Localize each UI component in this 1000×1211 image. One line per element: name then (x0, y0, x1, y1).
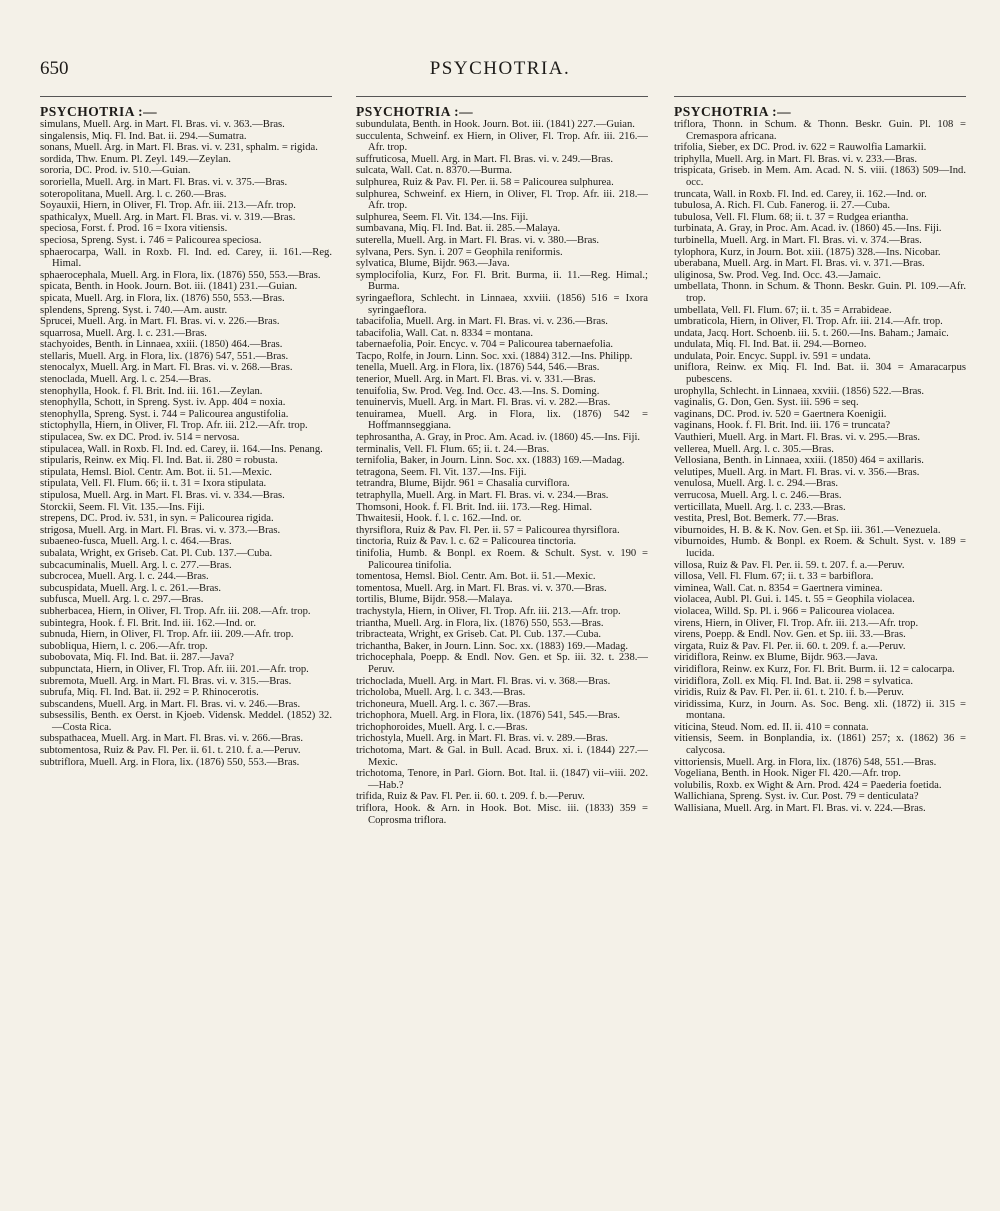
index-entry: Vauthieri, Muell. Arg. in Mart. Fl. Bras. vi. v. 295.—Bras. (674, 432, 920, 444)
index-entry: tomentosa, Muell. Arg. in Mart. Fl. Bras. vi. v. 370.—Bras. (356, 582, 607, 594)
column-2 (356, 96, 648, 1201)
index-entry: sororiella, Muell. Arg. in Mart. Fl. Bras. vi. v. 375.—Bras. (40, 176, 288, 188)
index-entry: subobovata, Miq. Fl. Ind. Bat. ii. 287.—Java? (40, 652, 234, 664)
index-entry: violacea, Aubl. Pl. Gui. i. 145. t. 55 = Geophila violacea. (674, 594, 915, 606)
index-columns (40, 96, 970, 1200)
index-entry: tenerior, Muell. Arg. in Mart. Fl. Bras. vi. v. 331.—Bras. (356, 374, 596, 386)
index-entry: subintegra, Hook. f. Fl. Brit. Ind. iii. 162.—Ind. or. (40, 617, 256, 629)
index-entry: verticillata, Muell. Arg. l. c. 233.—Bras. (674, 501, 846, 513)
index-entry: sulphurea, Seem. Fl. Vit. 134.—Ins. Fiji. (356, 211, 529, 223)
index-entry: Sprucei, Muell. Arg. in Mart. Fl. Bras. vi. v. 226.—Bras. (40, 316, 280, 328)
column-3 (674, 96, 966, 1201)
index-entry: sulcata, Wall. Cat. n. 8370.—Burma. (356, 165, 513, 177)
index-entry: vestita, Presl, Bot. Bemerk. 77.—Bras. (674, 513, 839, 525)
index-entry: villosa, Vell. Fl. Flum. 67; ii. t. 33 = barbiflora. (674, 571, 874, 583)
index-entry: symplocifolia, Kurz, For. Fl. Brit. Burma, ii. 11.—Reg. Himal.; Burma. (356, 269, 648, 293)
index-entry: tetrandra, Blume, Bijdr. 961 = Chasalia curviflora. (356, 478, 570, 490)
index-entry: stachyoides, Benth. in Linnaea, xxiii. (1850) 464.—Bras. (40, 339, 283, 351)
index-entry: viridiflora, Reinw. ex Kurz, For. Fl. Brit. Burm. ii. 12 = calocarpa. (674, 663, 955, 675)
index-entry: tylophora, Kurz, in Journ. Bot. xiii. (1875) 328.—Ins. Nicobar. (674, 246, 941, 258)
index-entry: sulphurea, Schweinf. ex Hiern, in Oliver, Fl. Trop. Afr. iii. 218.—Afr. trop. (356, 188, 648, 212)
index-entry: subfusca, Muell. Arg. l. c. 297.—Bras. (40, 594, 204, 606)
index-entry: truncata, Wall. in Roxb. Fl. Ind. ed. Carey, ii. 162.—Ind. or. (674, 188, 927, 200)
index-entry: ternifolia, Baker, in Journ. Linn. Soc. xx. (1883) 169.—Madag. (356, 455, 625, 467)
index-entry: viticina, Steud. Nom. ed. II. ii. 410 = connata. (674, 721, 869, 733)
index-entry: tinctoria, Ruiz & Pav. l. c. 62 = Palicourea tinctoria. (356, 536, 577, 548)
index-entry: tetraphylla, Muell. Arg. in Mart. Fl. Bras. vi. v. 234.—Bras. (356, 490, 609, 501)
index-entry: Vellosiana, Benth. in Linnaea, xxiii. (1850) 464 = axillaris. (674, 455, 924, 467)
index-entry: tortilis, Blume, Bijdr. 958.—Malaya. (356, 594, 513, 606)
index-entry: tinifolia, Humb. & Bonpl. ex Roem. & Schult. Syst. v. 190 = Palicourea tinifolia. (356, 547, 648, 571)
index-entry: tenuifolia, Sw. Prod. Veg. Ind. Occ. 43.—Ins. S. Doming. (356, 385, 600, 397)
index-entry: spicata, Muell. Arg. in Flora, lix. (1876) 550, 553.—Bras. (40, 292, 285, 304)
index-entry: tephrosantha, A. Gray, in Proc. Am. Acad. iv. (1860) 45.—Ins. Fiji. (356, 432, 641, 444)
index-entry: Wallisiana, Muell. Arg. in Mart. Fl. Bras. vi. v. 224.—Bras. (674, 803, 926, 815)
index-entry: sonans, Muell. Arg. in Mart. Fl. Bras. vi. v. 231, sphalm. = rigida. (40, 142, 318, 154)
index-entry: trifida, Ruiz & Pav. Fl. Per. ii. 60. t. 209. f. b.—Peruv. (356, 791, 585, 803)
index-entry: tribracteata, Wright, ex Griseb. Cat. Pl. Cub. 137.—Cuba. (356, 629, 602, 641)
index-entry: urophylla, Schlecht. in Linnaea, xxviii. (1856) 522.—Bras. (674, 385, 925, 397)
index-entry: stellaris, Muell. Arg. in Flora, lix. (1876) 547, 551.—Bras. (40, 350, 289, 362)
column-heading: PSYCHOTRIA :— (40, 104, 158, 119)
index-entry: tetragona, Seem. Fl. Vit. 137.—Ins. Fiji. (356, 466, 527, 478)
index-entry: stipulata, Hemsl. Biol. Centr. Am. Bot. ii. 51.—Mexic. (40, 466, 272, 478)
index-entry: speciosa, Forst. f. Prod. 16 = Ixora vitiensis. (40, 223, 228, 235)
index-entry: Vogeliana, Benth. in Hook. Niger Fl. 420.—Afr. trop. (674, 768, 901, 780)
index-entry: stenophylla, Schott, in Spreng. Syst. iv. App. 404 = noxia. (40, 397, 286, 409)
index-entry: vitiensis, Seem. in Bonplandia, ix. (1861) 257; x. (1862) 36 = calycosa. (674, 733, 966, 757)
index-entry: viburnoides, Humb. & Bonpl. ex Roem. & Schult. Syst. v. 189 = lucida. (674, 536, 966, 559)
index-entry: subspathacea, Muell. Arg. in Mart. Fl. Bras. vi. v. 266.—Bras. (40, 733, 304, 745)
index-entry: viridiflora, Zoll. ex Miq. Fl. Ind. Bat. ii. 298 = sylvatica. (674, 675, 914, 687)
index-entry: subcuspidata, Muell. Arg. l. c. 261.—Bras. (40, 582, 222, 594)
index-entry: viridissima, Kurz, in Journ. As. Soc. Beng. xli. (1872) ii. 315 = montana. (674, 698, 966, 722)
index-entry: umbraticola, Hiern, in Oliver, Fl. Trop. Afr. iii. 214.—Afr. trop. (674, 316, 943, 328)
index-entry: uberabana, Muell. Arg. in Mart. Fl. Bras. vi. v. 371.—Bras. (674, 258, 925, 270)
index-entry: Storckii, Seem. Fl. Vit. 135.—Ins. Fiji. (40, 501, 205, 513)
index-entry: strepens, DC. Prod. iv. 531, in syn. = Palicourea rigida. (40, 513, 274, 525)
index-entry: strigosa, Muell. Arg. in Mart. Fl. Bras. vi. v. 373.—Bras. (40, 524, 281, 536)
index-entry: subtriflora, Muell. Arg. in Flora, lix. (1876) 550, 553.—Bras. (40, 756, 300, 768)
index-entry: tenuiramea, Muell. Arg. in Flora, lix. (1876) 542 = Hoffmannseggiana. (356, 408, 648, 432)
index-entry: sulphurea, Ruiz & Pav. Fl. Per. ii. 58 = Palicourea sulphurea. (356, 176, 614, 188)
index-entry: vaginalis, G. Don, Gen. Syst. iii. 596 = seq. (674, 397, 859, 409)
index-entry: trispicata, Griseb. in Mem. Am. Acad. N. S. viii. (1863) 509—Ind. occ. (674, 165, 966, 188)
index-entry: trichantha, Baker, in Journ. Linn. Soc. xx. (1883) 169.—Madag. (356, 640, 629, 652)
index-entry: subalata, Wright, ex Griseb. Cat. Pl. Cub. 137.—Cuba. (40, 547, 273, 559)
entry-list (40, 119, 332, 768)
index-entry: uliginosa, Sw. Prod. Veg. Ind. Occ. 43.—Jamaic. (674, 269, 881, 281)
entry-list (356, 119, 648, 826)
index-entry: subaeneo-fusca, Muell. Arg. l. c. 464.—Bras. (40, 536, 232, 548)
index-entry: splendens, Spreng. Syst. i. 740.—Am. austr. (40, 304, 228, 316)
index-entry: tubulosa, A. Rich. Fl. Cub. Fanerog. ii. 27.—Cuba. (674, 200, 890, 212)
index-entry: terminalis, Vell. Fl. Flum. 65; ii. t. 24.—Bras. (356, 443, 550, 455)
index-entry: undata, Jacq. Hort. Schoenb. iii. 5. t. 260.—Ins. Baham.; Jamaic. (674, 327, 949, 339)
index-entry: subobliqua, Hiern, l. c. 206.—Afr. trop. (40, 640, 208, 652)
index-entry: trifolia, Sieber, ex DC. Prod. iv. 622 = Rauwolfia Lamarkii. (674, 142, 927, 154)
index-entry: tomentosa, Hemsl. Biol. Centr. Am. Bot. ii. 51.—Mexic. (356, 571, 596, 583)
index-entry: suffruticosa, Muell. Arg. in Mart. Fl. Bras. vi. v. 249.—Bras. (356, 153, 613, 165)
index-entry: uniflora, Reinw. ex Miq. Fl. Ind. Bat. ii. 304 = Amaracarpus pubescens. (674, 362, 966, 386)
index-entry: trachystyla, Hiern, in Oliver, Fl. Trop. Afr. iii. 213.—Afr. trop. (356, 605, 621, 617)
index-entry: spathicalyx, Muell. Arg. in Mart. Fl. Bras. vi. v. 319.—Bras. (40, 211, 296, 223)
index-entry: soteropolitana, Muell. Arg. l. c. 260.—Bras. (40, 188, 227, 200)
index-entry: thyrsiflora, Ruiz & Pav. Fl. Per. ii. 57 = Palicourea thyrsiflora. (356, 524, 620, 536)
running-head: PSYCHOTRIA. (429, 58, 571, 79)
index-entry: suterella, Muell. Arg. in Mart. Fl. Bras. vi. v. 380.—Bras. (356, 234, 600, 246)
index-entry: tenuinervis, Muell. Arg. in Mart. Fl. Bras. vi. v. 282.—Bras. (356, 397, 611, 409)
index-entry: Thomsoni, Hook. f. Fl. Brit. Ind. iii. 173.—Reg. Himal. (356, 501, 593, 513)
index-entry: sordida, Thw. Enum. Pl. Zeyl. 149.—Zeylan. (40, 153, 231, 165)
index-entry: tabacifolia, Wall. Cat. n. 8334 = montana. (356, 327, 534, 339)
index-entry: subundulata, Benth. in Hook. Journ. Bot. iii. (1841) 227.—Guian. (356, 119, 635, 130)
index-entry: viridis, Ruiz & Pav. Fl. Per. ii. 61. t. 210. f. b.—Peruv. (674, 687, 904, 699)
index-entry: singalensis, Miq. Fl. Ind. Bat. ii. 294.—Sumatra. (40, 130, 247, 142)
index-entry: vittoriensis, Muell. Arg. in Flora, lix. (1876) 548, 551.—Bras. (674, 756, 937, 768)
index-entry: stenocalyx, Muell. Arg. in Mart. Fl. Bras. vi. v. 268.—Bras. (40, 362, 293, 374)
index-entry: vaginans, Hook. f. Fl. Brit. Ind. iii. 176 = truncata? (674, 420, 891, 432)
index-entry: sumbavana, Miq. Fl. Ind. Bat. ii. 285.—Malaya. (356, 223, 561, 235)
index-entry: subcacuminalis, Muell. Arg. l. c. 277.—Bras. (40, 559, 232, 571)
index-entry: trichotoma, Tenore, in Parl. Giorn. Bot. Ital. ii. (1847) vii–viii. 202.—Hab.? (356, 768, 648, 791)
index-entry: stipulata, Vell. Fl. Flum. 66; ii. t. 31 = Ixora stipulata. (40, 478, 267, 490)
index-entry: sphaerocephala, Muell. Arg. in Flora, lix. (1876) 550, 553.—Bras. (40, 269, 321, 281)
index-entry: virens, Hiern, in Oliver, Fl. Trop. Afr. iii. 213.—Afr. trop. (674, 617, 919, 629)
index-entry: triantha, Muell. Arg. in Flora, lix. (1876) 550, 553.—Bras. (356, 617, 604, 629)
index-entry: triflora, Thonn. in Schum. & Thonn. Beskr. Guin. Pl. 108 = Cremaspora africana. (674, 119, 966, 142)
index-entry: virens, Poepp. & Endl. Nov. Gen. et Sp. iii. 33.—Bras. (674, 629, 906, 641)
index-entry: tabacifolia, Muell. Arg. in Mart. Fl. Bras. vi. v. 236.—Bras. (356, 316, 608, 328)
index-entry: trichophoroides, Muell. Arg. l. c.—Bras. (356, 721, 528, 733)
index-entry: stipulacea, Wall. in Roxb. Fl. Ind. ed. Carey, ii. 164.—Ins. Penang. (40, 443, 323, 455)
index-entry: subpunctata, Hiern, in Oliver, Fl. Trop. Afr. iii. 201.—Afr. trop. (40, 663, 309, 675)
index-entry: trichostyla, Muell. Arg. in Mart. Fl. Bras. vi. v. 289.—Bras. (356, 733, 608, 745)
index-entry: sylvatica, Blume, Bijdr. 963.—Java. (356, 258, 510, 270)
index-entry: turbinata, A. Gray, in Proc. Am. Acad. iv. (1860) 45.—Ins. Fiji. (674, 223, 942, 235)
index-entry: viminea, Wall. Cat. n. 8354 = Gaertnera viminea. (674, 582, 883, 594)
index-entry: violacea, Willd. Sp. Pl. i. 966 = Palicourea violacea. (674, 605, 895, 617)
index-entry: stenophylla, Spreng. Syst. i. 744 = Palicourea angustifolia. (40, 408, 289, 420)
index-entry: tricholoba, Muell. Arg. l. c. 343.—Bras. (356, 687, 526, 699)
index-entry: subscandens, Muell. Arg. in Mart. Fl. Bras. vi. v. 246.—Bras. (40, 698, 301, 710)
index-entry: stipularis, Reinw. ex Miq. Fl. Ind. Bat. ii. 280 = robusta. (40, 455, 278, 467)
index-entry: simulans, Muell. Arg. in Mart. Fl. Bras. vi. v. 363.—Bras. (40, 119, 285, 130)
index-entry: velutipes, Muell. Arg. in Mart. Fl. Bras. vi. v. 356.—Bras. (674, 466, 920, 478)
index-entry: viridiflora, Reinw. ex Blume, Bijdr. 963.—Java. (674, 652, 878, 664)
index-entry: subnuda, Hiern, in Oliver, Fl. Trop. Afr. iii. 209.—Afr. trop. (40, 629, 294, 641)
index-entry: sphaerocarpa, Wall. in Roxb. Fl. Ind. ed. Carey, ii. 161.—Reg. Himal. (40, 246, 332, 270)
column-1 (40, 96, 332, 1201)
index-entry: stipulosa, Muell. Arg. in Mart. Fl. Bras. vi. v. 334.—Bras. (40, 490, 285, 501)
index-entry: spicata, Benth. in Hook. Journ. Bot. iii. (1841) 231.—Guian. (40, 281, 298, 293)
index-entry: sororia, DC. Prod. iv. 510.—Guian. (40, 165, 191, 177)
index-entry: vaginans, DC. Prod. iv. 520 = Gaertnera Koenigii. (674, 408, 887, 420)
index-entry: undulata, Poir. Encyc. Suppl. iv. 591 = undata. (674, 350, 871, 362)
index-entry: triflora, Hook. & Arn. in Hook. Bot. Misc. iii. (1833) 359 = Coprosma triflora. (356, 803, 648, 826)
index-entry: subsessilis, Benth. ex Oerst. in Kjoeb. Vidensk. Meddel. (1852) 32.—Costa Rica. (40, 710, 332, 733)
index-entry: stipulacea, Sw. ex DC. Prod. iv. 514 = nervosa. (40, 432, 240, 444)
index-entry: undulata, Miq. Fl. Ind. Bat. ii. 294.—Borneo. (674, 339, 867, 351)
index-entry: viburnoides, H. B. & K. Nov. Gen. et Sp. iii. 361.—Venezuela. (674, 524, 941, 536)
index-entry: Thwaitesii, Hook. f. l. c. 162.—Ind. or. (356, 513, 522, 525)
index-entry: tabernaefolia, Poir. Encyc. v. 704 = Palicourea tabernaefolia. (356, 339, 614, 351)
index-entry: villosa, Ruiz & Pav. Fl. Per. ii. 59. t. 207. f. a.—Peruv. (674, 559, 905, 571)
index-entry: subcrocea, Muell. Arg. l. c. 244.—Bras. (40, 571, 209, 583)
column-heading: PSYCHOTRIA :— (674, 104, 792, 119)
index-entry: tubulosa, Vell. Fl. Flum. 68; ii. t. 37 = Rudgea eriantha. (674, 211, 909, 223)
index-entry: verrucosa, Muell. Arg. l. c. 246.—Bras. (674, 490, 842, 501)
index-entry: subtomentosa, Ruiz & Pav. Fl. Per. ii. 61. t. 210. f. a.—Peruv. (40, 745, 301, 757)
index-entry: subherbacea, Hiern, in Oliver, Fl. Trop. Afr. iii. 208.—Afr. trop. (40, 605, 311, 617)
index-entry: speciosa, Spreng. Syst. i. 746 = Palicourea speciosa. (40, 234, 262, 246)
index-entry: stenophylla, Hook. f. Fl. Brit. Ind. iii. 161.—Zeylan. (40, 385, 263, 397)
index-entry: triphylla, Muell. Arg. in Mart. Fl. Bras. vi. v. 233.—Bras. (674, 153, 918, 165)
index-entry: virgata, Ruiz & Pav. Fl. Per. ii. 60. t. 209. f. a.—Peruv. (674, 640, 906, 652)
entry-list (674, 119, 966, 815)
index-entry: Soyauxii, Hiern, in Oliver, Fl. Trop. Afr. iii. 213.—Afr. trop. (40, 200, 296, 212)
index-entry: volubilis, Roxb. ex Wight & Arn. Prod. 424 = Paederia foetida. (674, 779, 942, 791)
index-entry: trichophora, Muell. Arg. in Flora, lix. (1876) 541, 545.—Bras. (356, 710, 621, 722)
index-entry: sylvana, Pers. Syn. i. 207 = Geophila reniformis. (356, 246, 563, 258)
index-entry: tenella, Muell. Arg. in Flora, lix. (1876) 544, 546.—Bras. (356, 362, 600, 374)
index-entry: trichotoma, Mart. & Gal. in Bull. Acad. Brux. xi. i. (1844) 227.—Mexic. (356, 745, 648, 768)
column-heading: PSYCHOTRIA :— (356, 104, 474, 119)
index-entry: umbellata, Thonn. in Schum. & Thonn. Beskr. Guin. Pl. 109.—Afr. trop. (674, 281, 966, 304)
index-entry: trichoneura, Muell. Arg. l. c. 367.—Bras. (356, 698, 531, 710)
index-entry: succulenta, Schweinf. ex Hiern, in Oliver, Fl. Trop. Afr. iii. 216.—Afr. trop. (356, 130, 648, 154)
index-entry: stenoclada, Muell. Arg. l. c. 254.—Bras. (40, 374, 212, 386)
index-entry: syringaeflora, Schlecht. in Linnaea, xxviii. (1856) 516 = Ixora syringaeflora. (356, 292, 648, 316)
index-entry: stictophylla, Hiern, in Oliver, Fl. Trop. Afr. iii. 212.—Afr. trop. (40, 420, 308, 432)
index-entry: venulosa, Muell. Arg. l. c. 294.—Bras. (674, 478, 838, 490)
index-entry: Wallichiana, Spreng. Syst. iv. Cur. Post. 79 = denticulata? (674, 791, 919, 803)
index-entry: vellerea, Muell. Arg. l. c. 305.—Bras. (674, 443, 834, 455)
index-entry: squarrosa, Muell. Arg. l. c. 231.—Bras. (40, 327, 207, 339)
index-entry: subrufa, Miq. Fl. Ind. Bat. ii. 292 = P. Rhinocerotis. (40, 687, 259, 699)
page-number: 650 (40, 58, 69, 79)
index-entry: umbellata, Vell. Fl. Flum. 67; ii. t. 35 = Arrabideae. (674, 304, 892, 316)
index-entry: trichoclada, Muell. Arg. in Mart. Fl. Bras. vi. v. 368.—Bras. (356, 675, 611, 687)
index-entry: trichocephala, Poepp. & Endl. Nov. Gen. et Sp. iii. 32. t. 238.—Peruv. (356, 652, 648, 675)
index-entry: turbinella, Muell. Arg. in Mart. Fl. Bras. vi. v. 374.—Bras. (674, 234, 922, 246)
index-entry: subremota, Muell. Arg. in Mart. Fl. Bras. vi. v. 315.—Bras. (40, 675, 292, 687)
index-entry: Tacpo, Rolfe, in Journ. Linn. Soc. xxi. (1884) 312.—Ins. Philipp. (356, 350, 633, 362)
